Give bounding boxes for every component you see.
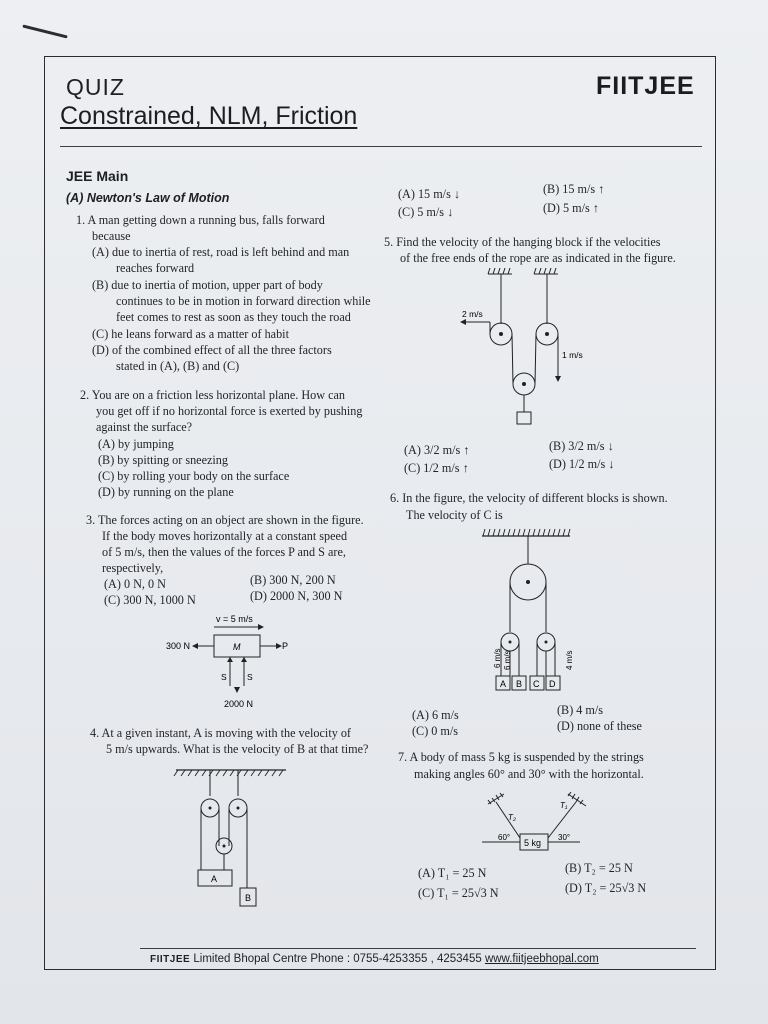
- q3-fig-s2: S: [247, 672, 253, 682]
- q4-option-a: (A) 15 m/s ↓: [398, 187, 460, 201]
- q3-fig-velocity-label: v = 5 m/s: [216, 614, 253, 624]
- q3-option-c: (C) 300 N, 1000 N: [104, 593, 196, 607]
- q6-block-b-label: B: [516, 679, 523, 689]
- q3-left-arrowhead: [192, 643, 198, 649]
- q3-stem-line-4: respectively,: [102, 561, 164, 575]
- q5-option-d: (D) 1/2 m/s ↓: [549, 457, 615, 471]
- q2-option-d: (D) by running on the plane: [98, 485, 234, 499]
- q3-fig-s1: S: [221, 672, 227, 682]
- q1-option-a: (A) due to inertia of rest, road is left behind and man: [92, 245, 350, 259]
- q6-block-d-label: D: [549, 679, 556, 689]
- q6-option-b: (B) 4 m/s: [557, 703, 604, 717]
- q3-stem-line-1: 3. The forces acting on an object are shown in the figure.: [86, 513, 364, 527]
- q6-option-a: (A) 6 m/s: [412, 708, 459, 722]
- q3-fig-right-force: P: [282, 641, 289, 651]
- footer-website-link[interactable]: www.fiitjeebhopal.com: [484, 953, 599, 965]
- q6-fig-v3: 4 m/s: [565, 650, 574, 670]
- footer: [150, 953, 599, 965]
- q1-option-b-cont-2: feet comes to rest as soon as they touch the road: [116, 310, 351, 324]
- q7-fig-angle-left: 60°: [498, 833, 511, 842]
- q6-option-d: (D) none of these: [557, 719, 642, 733]
- q5-stem-line-2: of the free ends of the rope are as indicated in the figure.: [400, 251, 676, 265]
- q1-stem-line-2: because: [92, 229, 131, 243]
- q2-stem-line-1: 2. You are on a friction less horizontal plane. How can: [80, 388, 346, 402]
- q6-stem-line-2: The velocity of C is: [406, 508, 503, 522]
- q2-stem-line-2: you get off if no horizontal force is exerted by pushing: [96, 404, 363, 418]
- q3-stem-line-2: If the body moves horizontally at a constant speed: [102, 529, 348, 543]
- q2-stem-line-3: against the surface?: [96, 420, 193, 434]
- q5-left-arrowhead: [460, 319, 466, 325]
- q3-fig-bottom-force: 2000 N: [224, 699, 254, 709]
- q6-block-a-label: A: [500, 679, 507, 689]
- q2-option-b: (B) by spitting or sneezing: [98, 453, 228, 467]
- q3-option-b: (B) 300 N, 200 N: [250, 573, 336, 587]
- q7-fig-t2: T₂: [508, 813, 516, 822]
- footer-brand: FIITJEE: [150, 954, 191, 965]
- q2-option-a: (A) by jumping: [98, 437, 174, 451]
- q5-option-b: (B) 3/2 m/s ↓: [549, 439, 614, 453]
- q4-option-c: (C) 5 m/s ↓: [398, 205, 454, 219]
- q7-string-diagram: [476, 790, 626, 854]
- section-heading: JEE Main: [66, 168, 129, 184]
- q5-pulley-diagram: [456, 268, 606, 428]
- q6-fig-v2: 6 m/s: [503, 650, 512, 670]
- q3-stem-line-3: of 5 m/s, then the values of the forces P and S are,: [102, 545, 346, 559]
- q2-option-c: (C) by rolling your body on the surface: [98, 469, 290, 483]
- q6-fig-v1: 6 m/s: [493, 648, 502, 668]
- q1-option-c: (C) he leans forward as a matter of habit: [92, 327, 289, 341]
- q5-stem-line-1: 5. Find the velocity of the hanging block if the velocities: [384, 235, 661, 249]
- q3-option-a: (A) 0 N, 0 N: [104, 577, 166, 591]
- q3-s2-arrowhead: [241, 657, 247, 662]
- q7-stem-line-1: 7. A body of mass 5 kg is suspended by the strings: [398, 750, 644, 764]
- q6-block-c-label: C: [533, 679, 540, 689]
- page-title: Constrained, NLM, Friction: [60, 102, 358, 130]
- q1-option-b-cont-1: continues to be in motion in forward direction while: [116, 294, 371, 308]
- q6-option-c: (C) 0 m/s: [412, 724, 459, 738]
- q5-right-arrowhead: [555, 376, 561, 382]
- q6-stem-line-1: 6. In the figure, the velocity of different blocks is shown.: [390, 491, 668, 505]
- q3-s1-arrowhead: [227, 657, 233, 662]
- q6-block-c: [530, 676, 544, 690]
- q3-bottom-arrowhead: [234, 687, 240, 693]
- q1-option-d-cont: stated in (A), (B) and (C): [116, 359, 240, 373]
- q1-option-d: (D) of the combined effect of all the three factors: [92, 343, 332, 357]
- q7-fig-mass: 5 kg: [524, 838, 542, 848]
- q7-fig-t1: T₁: [560, 801, 568, 810]
- q4-stem-line-2: 5 m/s upwards. What is the velocity of B at that time?: [106, 742, 369, 756]
- section-subheading: (A) Newton's Law of Motion: [66, 191, 230, 205]
- q5-fig-right-speed: 1 m/s: [562, 350, 583, 360]
- q3-fig-mass-label: M: [233, 642, 241, 652]
- q7-option-a: (A) T₁ = 25 N: [418, 866, 487, 880]
- quiz-label: QUIZ: [66, 74, 125, 100]
- q4-option-b: (B) 15 m/s ↑: [543, 182, 605, 196]
- q4-fig-block-a-label: A: [211, 874, 218, 884]
- q5-fig-left-speed: 2 m/s: [462, 309, 483, 319]
- q4-fig-block-b-label: B: [245, 893, 252, 903]
- q4-stem-line-1: 4. At a given instant, A is moving with the velocity of: [90, 726, 351, 740]
- q3-fig-left-force: 300 N: [166, 641, 191, 651]
- q6-block-d: [546, 676, 560, 690]
- q7-option-c: (C) T₁ = 25√3 N: [418, 886, 499, 900]
- footer-divider: [140, 948, 696, 949]
- q7-fig-angle-right: 30°: [558, 833, 571, 842]
- q3-velocity-arrowhead: [258, 624, 264, 630]
- q5-hanging-block: [517, 412, 531, 424]
- q5-option-a: (A) 3/2 m/s ↑: [404, 443, 470, 457]
- q1-option-a-cont: reaches forward: [116, 261, 195, 275]
- q4-pulley-diagram: [172, 762, 290, 912]
- q7-option-d: (D) T₂ = 25√3 N: [565, 881, 647, 895]
- q1-option-b: (B) due to inertia of motion, upper part of body: [92, 278, 323, 292]
- q3-option-d: (D) 2000 N, 300 N: [250, 589, 343, 603]
- q6-block-b: [512, 676, 526, 690]
- q4-option-d: (D) 5 m/s ↑: [543, 201, 599, 215]
- pen-mark: [22, 24, 67, 38]
- brand-logo-text: FIITJEE: [596, 72, 695, 100]
- q7-stem-line-2: making angles 60° and 30° with the horizontal.: [414, 767, 644, 781]
- footer-contact: Limited Bhopal Centre Phone : 0755-4253355 , 4253455: [190, 953, 485, 965]
- q6-pulley-diagram: [476, 524, 588, 696]
- q1-stem-line-1: 1. A man getting down a running bus, falls forward: [76, 213, 325, 227]
- q7-option-b: (B) T₂ = 25 N: [565, 861, 633, 875]
- q3-force-diagram: [160, 608, 310, 712]
- q5-option-c: (C) 1/2 m/s ↑: [404, 461, 469, 475]
- header-divider: [60, 146, 702, 147]
- q6-block-a: [496, 676, 510, 690]
